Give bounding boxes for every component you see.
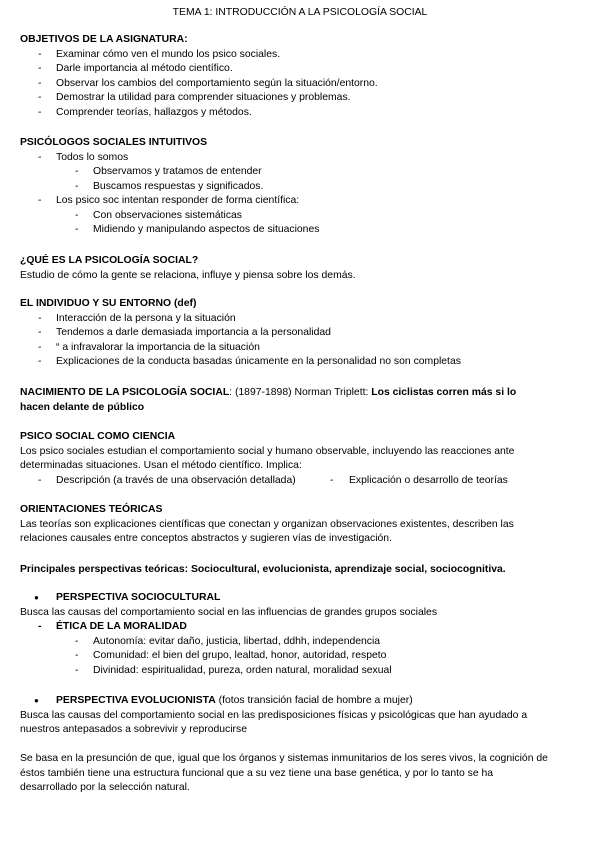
section-heading: PSICO SOCIAL COMO CIENCIA (20, 431, 176, 442)
sub-list-item: - Buscamos respuestas y significados. (75, 180, 264, 192)
paragraph-line: relaciones causales entre conceptos abstractos y sugieren vías de investigación. (20, 533, 392, 544)
principales-perspectivas: Principales perspectivas teóricas: Sociocultural, evolucionista, aprendizaje social, sociocognitiva. (20, 564, 506, 575)
paragraph: Estudio de cómo la gente se relaciona, influye y piensa sobre los demás. (20, 269, 356, 281)
list-item: - Interacción de la persona y la situación (38, 312, 236, 324)
list-item: - ÉTICA DE LA MORALIDAD (38, 621, 187, 632)
section-heading: OBJETIVOS DE LA ASIGNATURA: (20, 34, 188, 45)
section-sociocultural (20, 591, 584, 678)
sub-list-item: - Observamos y tratamos de entender (75, 166, 262, 177)
paragraph-line: desarrollado por la selección natural. (20, 782, 190, 793)
bullet-heading: ● PERSPECTIVA EVOLUCIONISTA (fotos transición facial de hombre a mujer) (20, 694, 584, 709)
list-item: - Descripción (a través de una observación detallada) - Explicación o desarrollo de teorías (38, 474, 508, 486)
section-evolucionista (20, 694, 584, 738)
paragraph: Busca las causas del comportamiento social en las influencias de grandes grupos sociales (20, 606, 438, 618)
section-individuo (20, 297, 584, 370)
list-item: - Tendemos a darle demasiada importancia a la personalidad (38, 327, 331, 338)
paragraph-line: determinadas situaciones. Usan el método científico. Implica: (20, 460, 302, 471)
list-item: - Darle importancia al método científico. (38, 63, 233, 74)
sub-list-item: - Divinidad: espiritualidad, pureza, orden natural, moralidad sexual (75, 664, 392, 676)
section-final (20, 752, 584, 796)
section-heading: PSICÓLOGOS SOCIALES INTUITIVOS (20, 137, 208, 148)
bullet-icon: ● (34, 696, 39, 705)
paragraph: NACIMIENTO DE LA PSICOLOGÍA SOCIAL: (1897-1898) Norman Triplett: Los ciclistas corren más si lo (20, 387, 517, 398)
paragraph-line: Busca las causas del comportamiento social en las predisposiciones físicas y psicológicas que han ayudado a (20, 709, 528, 721)
list-item: - Examinar cómo ven el mundo los psico sociales. (38, 48, 281, 60)
paragraph-line: Se basa en la presunción de que, igual que los órganos y sistemas inmunitarios de los seres vivos, la cognición de (20, 753, 548, 764)
section-heading: ¿QUÉ ES LA PSICOLOGÍA SOCIAL? (20, 255, 199, 266)
paragraph-continuation: hacen delante de público (20, 401, 145, 413)
bullet-heading: ● PERSPECTIVA SOCIOCULTURAL (20, 591, 584, 606)
page-title: TEMA 1: INTRODUCCIÓN A LA PSICOLOGÍA SOCIAL (172, 7, 428, 18)
section-que-es (20, 254, 584, 283)
paragraph-line: éstos también tiene una estructura funcional que a su vez tiene una base genética, y por lo tanto se ha (20, 767, 494, 779)
section-heading: EL INDIVIDUO Y SU ENTORNO (def) (20, 298, 197, 309)
section-orientaciones (20, 503, 584, 547)
section-heading: ORIENTACIONES TEÓRICAS (20, 504, 163, 515)
section-objetivos (20, 33, 584, 120)
section-nacimiento (20, 386, 584, 415)
paragraph-line: nuestros antepasados a sobrevivir y reproducirse (20, 724, 247, 735)
section-heading: NACIMIENTO DE LA PSICOLOGÍA SOCIAL (20, 387, 230, 398)
section-ciencia (20, 430, 584, 488)
sub-list-item: - Autonomía: evitar daño, justicia, libertad, ddhh, independencia (75, 635, 381, 647)
sub-list-item: - Con observaciones sistemáticas (75, 209, 243, 221)
list-item: - Comprender teorías, hallazgos y métodos. (38, 106, 252, 118)
bullet-icon: ● (34, 593, 39, 602)
sub-list-item: - Comunidad: el bien del grupo, lealtad, honor, autoridad, respeto (75, 650, 387, 661)
list-item: - Demostrar la utilidad para comprender situaciones y problemas. (38, 92, 351, 103)
list-item: - Explicaciones de la conducta basadas únicamente en la personalidad no son completas (38, 356, 461, 367)
paragraph-line: Los psico sociales estudian el comportamiento social y humano observable, incluyendo las reacciones ante (20, 445, 515, 457)
list-item: - Los psico soc intentan responder de forma científica: (38, 195, 300, 206)
list-item: - Observar los cambios del comportamiento según la situación/entorno. (38, 77, 378, 89)
paragraph-line: Las teorías son explicaciones científicas que conectan y organizan observaciones existentes, describen las (20, 518, 514, 530)
section-principales (20, 563, 584, 578)
list-item: - Todos lo somos (38, 151, 129, 163)
sub-list-item: - Midiendo y manipulando aspectos de situaciones (75, 224, 320, 235)
list-item: - “ a infravalorar la importancia de la situación (38, 341, 260, 353)
section-intuitivos (20, 136, 584, 238)
